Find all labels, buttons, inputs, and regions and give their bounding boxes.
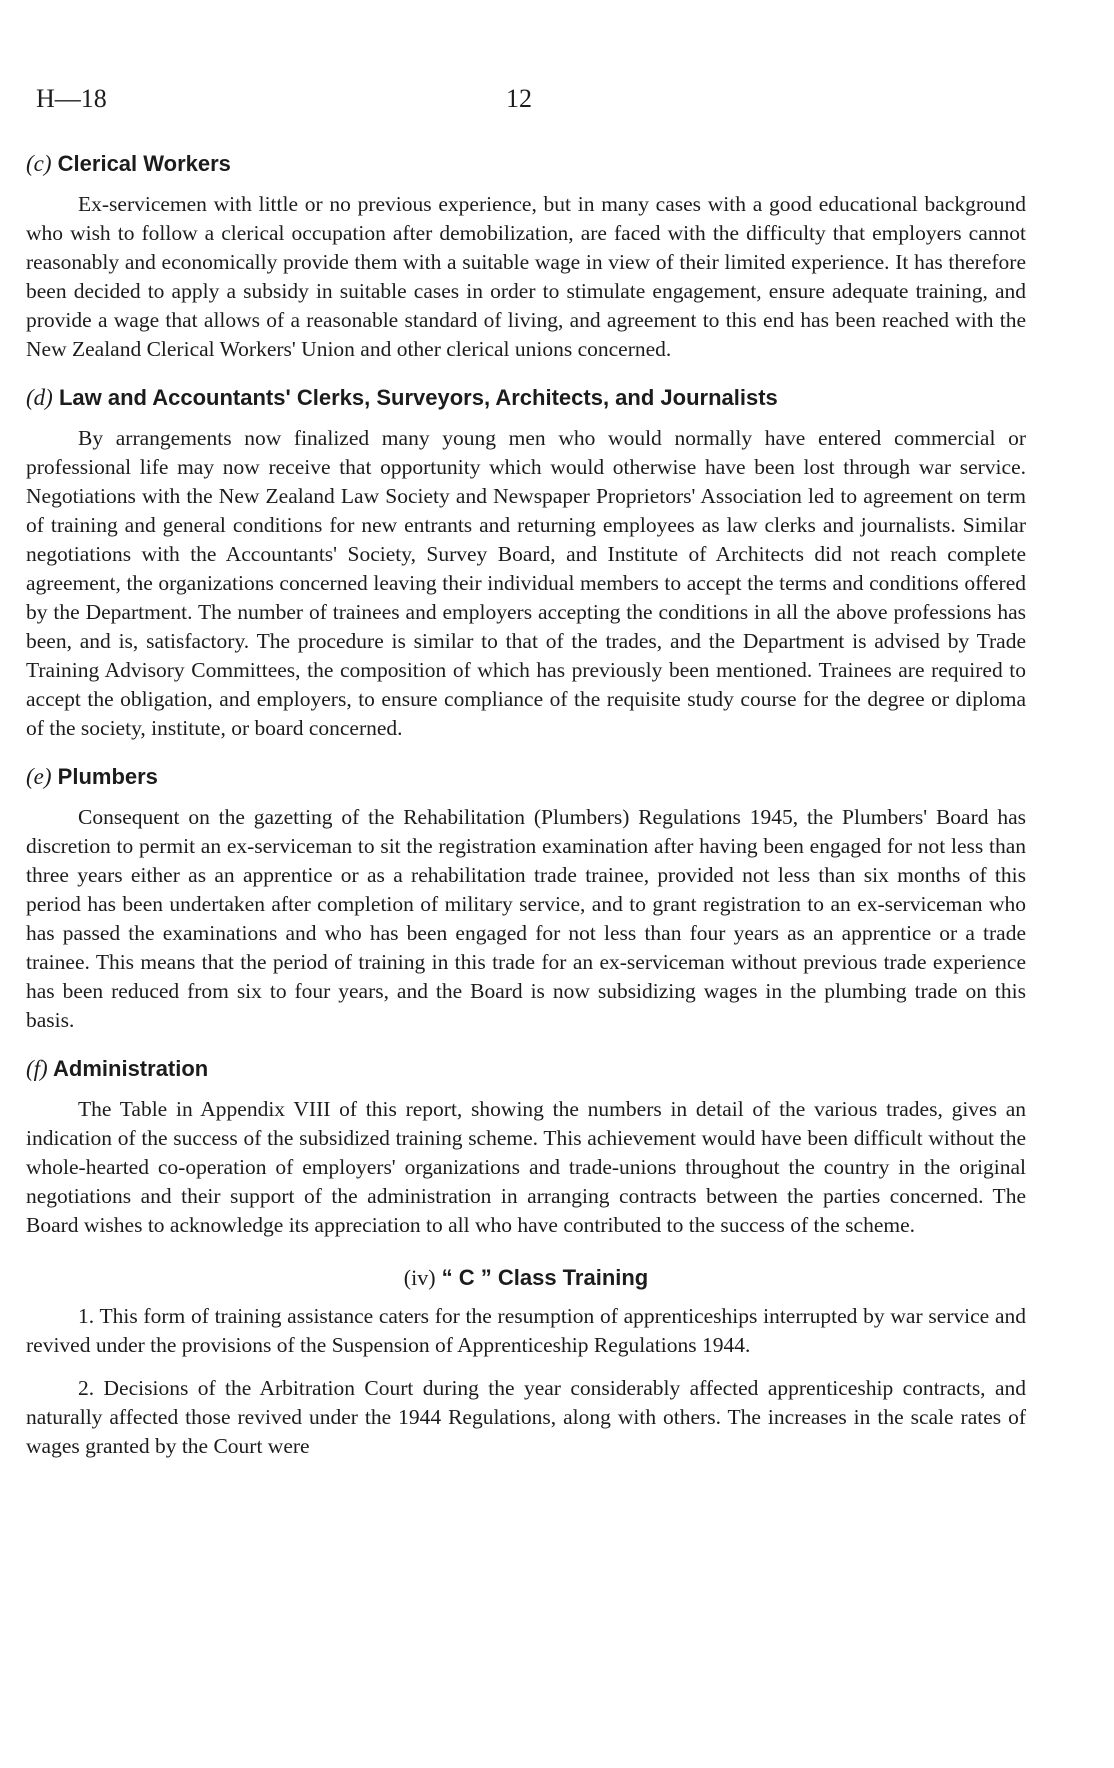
page-number: 12 <box>506 84 532 113</box>
section-title: Clerical Workers <box>57 151 231 176</box>
section-title: Law and Accountants' Clerks, Surveyors, Architects, and Journalists <box>58 385 778 410</box>
page-body <box>26 150 1026 1475</box>
numbered-paragraph-2: 2. Decisions of the Arbitration Court during the year considerably affected apprenticeship contracts, and naturally affected those revived under the 1944 Regulations, along with others. The increases in the scale rates of wages granted by the Court were <box>26 1376 1026 1458</box>
document-reference: H—18 <box>36 84 107 113</box>
section-heading <box>26 384 1026 412</box>
section-letter: (e) <box>26 764 52 789</box>
section-plumbers <box>26 763 1026 1035</box>
section-letter: (f) <box>26 1056 48 1081</box>
class-c-training-heading <box>26 1264 1026 1292</box>
section-administration <box>26 1055 1026 1240</box>
section-numeral: (iv) <box>403 1265 436 1290</box>
section-heading <box>26 150 1026 178</box>
section-paragraph: The Table in Appendix VIII of this report, showing the numbers in detail of the various trades, gives an indication of the success of the subsidized training scheme. This achievement would have been difficult without the whole-hearted co-operation of employers' organizations and trade-unions throughout the country in the original negotiations and their support of the administration in arranging contracts between the parties concerned. The Board wishes to acknowledge its appreciation to all who have contributed to the success of the scheme. <box>26 1097 1026 1237</box>
section-letter: (d) <box>26 385 53 410</box>
numbered-paragraph-1: 1. This form of training assistance caters for the resumption of apprenticeships interrupted by war service and revived under the provisions of the Suspension of Apprenticeship Regulations 1944. <box>26 1304 1026 1357</box>
section-paragraph: Ex-servicemen with little or no previous experience, but in many cases with a good educational background who wish to follow a clerical occupation after demobilization, are faced with the difficulty that employers cannot reasonably and economically provide them with a suitable wage in view of their limited experience. It has therefore been decided to apply a subsidy in suitable cases in order to stimulate engagement, ensure adequate training, and provide a wage that allows of a reasonable standard of living, and agreement to this end has been reached with the New Zealand Clerical Workers' Union and other clerical unions concerned. <box>26 192 1026 361</box>
section-law-accountants-clerks <box>26 384 1026 743</box>
section-heading <box>26 1055 1026 1083</box>
page-header <box>36 84 1036 120</box>
section-paragraph: By arrangements now finalized many young men who would normally have entered commercial or professional life may now receive that opportunity which would otherwise have been lost through war service. Negotiations with the New Zealand Law Society and Newspaper Proprietors' Association led to agreement on term of training and general conditions for new entrants and returning employees as law clerks and journalists. Similar negotiations with the Accountants' Society, Survey Board, and Institute of Architects did not reach complete agreement, the organizations concerned leaving their individual members to accept the terms and conditions offered by the Department. The number of trainees and employers accepting the conditions in all the above professions has been, and is, satisfactory. The procedure is similar to that of the trades, and the Department is advised by Trade Training Advisory Committees, the composition of which has previously been mentioned. Trainees are required to accept the obligation, and employers, to ensure compliance of the requisite study course for the degree or diploma of the society, institute, or board concerned. <box>26 426 1026 740</box>
section-clerical-workers <box>26 150 1026 364</box>
section-paragraph: Consequent on the gazetting of the Rehabilitation (Plumbers) Regulations 1945, the Plumbers' Board has discretion to permit an ex-serviceman to sit the registration examination after having been engaged for not less than three years either as an apprentice or as a rehabilitation trade trainee, provided not less than six months of this period has been undertaken after completion of military service, and to grant registration to an ex-serviceman who has passed the examinations and who has been engaged for not less than four years as an apprentice or a trade trainee. This means that the period of training in this trade for an ex-serviceman without previous trade experience has been reduced from six to four years, and the Board is now subsidizing wages in the plumbing trade on this basis. <box>26 805 1026 1032</box>
section-title: Administration <box>53 1056 209 1081</box>
section-title: Plumbers <box>57 764 158 789</box>
section-heading <box>26 763 1026 791</box>
section-title: “ C ” Class Training <box>441 1265 649 1290</box>
section-letter: (c) <box>26 151 52 176</box>
